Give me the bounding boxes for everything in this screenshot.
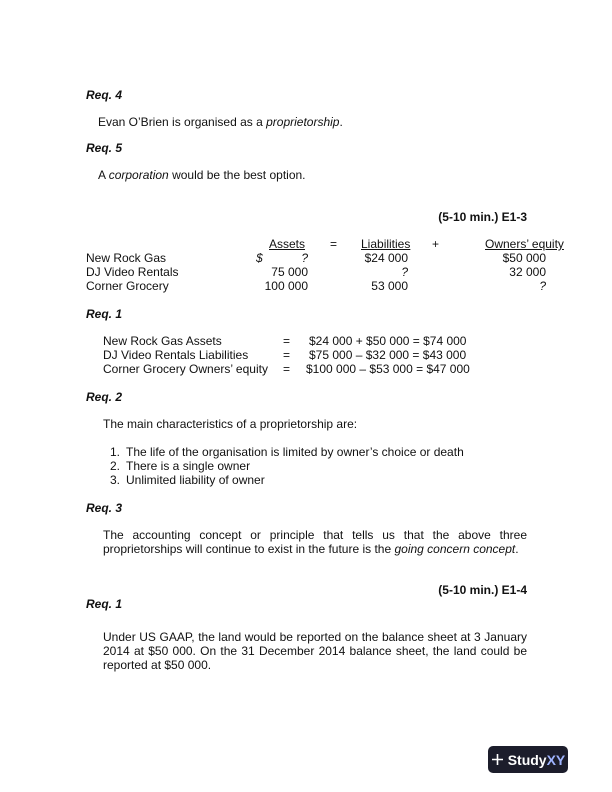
studyxy-logo — [488, 746, 568, 773]
req4-heading: Req. 4 — [86, 88, 123, 102]
req5-text-emphasis: corporation — [108, 168, 169, 182]
req5-text-prefix: A — [98, 168, 109, 182]
req5-text — [98, 168, 306, 182]
req2-intro: The main characteristics of a proprietorship are: — [103, 417, 358, 431]
exercise-label-e1-3: (5-10 min.) E1-3 — [438, 210, 527, 224]
req4-text-emphasis: proprietorship — [266, 115, 340, 129]
req3-text: The accounting concept or principle that tells us that the above three proprietorships will continue to exist in the future is the — [103, 528, 527, 556]
header-equals: = — [330, 237, 338, 251]
req5-text-suffix: would be the best option. — [168, 168, 306, 182]
e13-req3-heading: Req. 3 — [86, 501, 123, 515]
req4-text — [98, 115, 343, 129]
calc-equals-new-rock-gas: = — [283, 334, 291, 348]
row-assets-corner-grocery: 100 000 — [264, 279, 308, 293]
row-liabilities-new-rock-gas: $24 000 — [364, 251, 408, 265]
list-item-number: 1. — [110, 445, 121, 459]
plus-icon — [491, 753, 504, 766]
calc-equals-corner-grocery: = — [283, 362, 291, 376]
e14-req1-paragraph: Under US GAAP, the land would be reported on the balance sheet at 3 January 2014 at $50 000. On the 31 December 2014 balance sheet, the land could be reported at $50 000. — [103, 630, 527, 672]
e13-req2-heading: Req. 2 — [86, 390, 123, 404]
calc-label-new-rock-gas: New Rock Gas Assets — [103, 334, 222, 348]
row-equity-corner-grocery: ? — [539, 279, 546, 293]
calc-label-dj-video-rentals: DJ Video Rentals Liabilities — [103, 348, 249, 362]
list-item-text: There is a single owner — [126, 459, 251, 473]
list-item-number: 3. — [110, 473, 121, 487]
row-assets-symbol-new-rock-gas: $ — [256, 251, 263, 265]
row-equity-dj-video-rentals: 32 000 — [509, 265, 546, 279]
req3-text-emphasis: going concern concept — [394, 542, 516, 556]
row-assets-dj-video-rentals: 75 000 — [271, 265, 308, 279]
list-item-text: The life of the organisation is limited by owner’s choice or death — [126, 445, 464, 459]
brand-name-xy: XY — [546, 751, 566, 768]
row-name-dj-video-rentals: DJ Video Rentals — [86, 265, 179, 279]
row-name-corner-grocery: Corner Grocery — [86, 279, 169, 293]
req3-paragraph — [103, 528, 527, 556]
calc-label-corner-grocery: Corner Grocery Owners’ equity — [103, 362, 268, 376]
row-liabilities-corner-grocery: 53 000 — [371, 279, 408, 293]
row-equity-new-rock-gas: $50 000 — [502, 251, 546, 265]
row-name-new-rock-gas: New Rock Gas — [86, 251, 167, 265]
req5-heading: Req. 5 — [86, 141, 123, 155]
exercise-label-e1-4: (5-10 min.) E1-4 — [438, 583, 527, 597]
list-item-number: 2. — [110, 459, 121, 473]
row-liabilities-dj-video-rentals: ? — [401, 265, 408, 279]
calc-value-corner-grocery: $100 000 – $53 000 = $47 000 — [306, 362, 470, 376]
brand-name-study: Study — [507, 751, 547, 768]
header-liabilities: Liabilities — [361, 237, 411, 251]
calc-equals-dj-video-rentals: = — [283, 348, 291, 362]
header-assets: Assets — [269, 237, 306, 251]
req4-text-suffix: . — [339, 115, 343, 129]
header-owners-equity: Owners’ equity — [485, 237, 564, 251]
e14-req1-heading: Req. 1 — [86, 597, 123, 611]
e13-req1-heading: Req. 1 — [86, 307, 123, 321]
calc-value-new-rock-gas: $24 000 + $50 000 = $74 000 — [309, 334, 467, 348]
header-plus: + — [432, 237, 440, 251]
req3-text-suffix: . — [515, 542, 519, 556]
list-item-text: Unlimited liability of owner — [126, 473, 265, 487]
row-assets-new-rock-gas: ? — [301, 251, 308, 265]
req4-text-prefix: Evan O’Brien is organised as a — [98, 115, 267, 129]
calc-value-dj-video-rentals: $75 000 – $32 000 = $43 000 — [309, 348, 467, 362]
